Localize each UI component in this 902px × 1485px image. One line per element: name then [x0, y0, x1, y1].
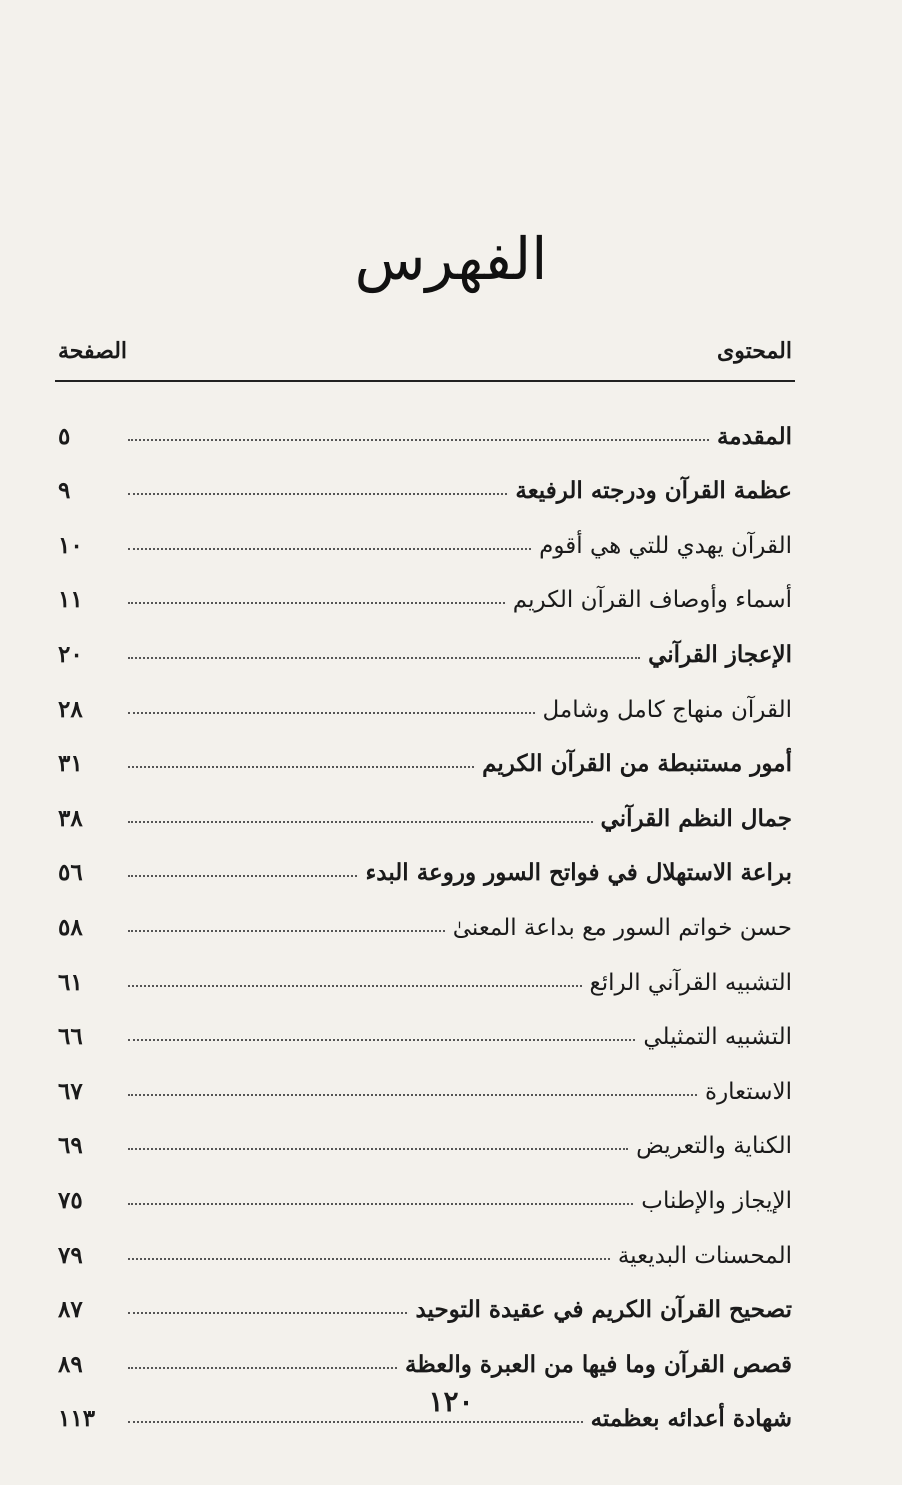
toc-entry-title: الاستعارة: [705, 1078, 792, 1105]
content-column-header: المحتوى: [717, 338, 792, 364]
dot-leader: [128, 1366, 397, 1369]
toc-entry-title: حسن خواتم السور مع بداعة المعنىٰ: [452, 914, 792, 941]
toc-entry: [58, 559, 792, 614]
toc-entry: [58, 832, 792, 887]
toc-entry: [58, 1269, 792, 1324]
dot-leader: [128, 656, 640, 659]
toc-entry-title: براعة الاستهلال في فواتح السور وروعة البدء: [365, 859, 792, 887]
toc-entry-title: عظمة القرآن ودرجته الرفيعة: [515, 477, 792, 505]
dot-leader: [128, 1038, 635, 1041]
toc-entry-title: المحسنات البديعية: [617, 1242, 792, 1269]
toc-entry-title: التشبيه القرآني الرائع: [589, 969, 792, 996]
toc-entry: [58, 1050, 792, 1105]
toc-entry-title: شهادة أعدائه بعظمته: [590, 1405, 792, 1433]
dot-leader: [128, 984, 582, 987]
toc-entry-page: ١٠: [58, 531, 83, 559]
toc-entry: [58, 395, 792, 450]
toc-entry: [58, 1323, 792, 1378]
toc-entry-page: ٩: [58, 477, 71, 505]
toc-entry-page: ١١: [58, 586, 83, 614]
dot-leader: [128, 1311, 407, 1314]
toc-entry-title: أمور مستنبطة من القرآن الكريم: [482, 750, 792, 778]
toc-entry-page: ٧٥: [58, 1186, 83, 1214]
dot-leader: [128, 1202, 633, 1205]
toc-entry: [58, 450, 792, 505]
toc-entry-title: تصحيح القرآن الكريم في عقيدة التوحيد: [415, 1296, 792, 1324]
toc-entry-page: ٣٨: [58, 804, 83, 832]
page-title: الفهرس: [354, 225, 548, 293]
toc-entry: [58, 613, 792, 668]
page-column-header: الصفحة: [58, 338, 128, 364]
toc-entry-page: ٦٧: [58, 1077, 83, 1105]
dot-leader: [128, 547, 531, 550]
toc-entry-title: المقدمة: [716, 422, 792, 450]
toc-entry-page: ٢٨: [58, 695, 83, 723]
toc-header: [58, 338, 792, 368]
dot-leader: [128, 711, 535, 714]
toc-entry-title: الإيجاز والإطناب: [641, 1187, 792, 1214]
toc-entry-page: ٦٦: [58, 1023, 83, 1051]
toc-entry: [58, 668, 792, 723]
toc-entry-page: ٥: [58, 422, 71, 450]
toc-entry-title: الكناية والتعريض: [636, 1133, 792, 1160]
toc-entry-page: ٣١: [58, 750, 83, 778]
toc-entry: [58, 777, 792, 832]
dot-leader: [128, 1257, 610, 1260]
dot-leader: [128, 874, 357, 877]
toc-entry-title: التشبيه التمثيلي: [643, 1024, 792, 1051]
toc-entry-page: ٨٧: [58, 1296, 83, 1324]
header-divider: [55, 380, 795, 382]
toc-entry-title: أسماء وأوصاف القرآن الكريم: [512, 587, 792, 614]
toc-entry: [58, 996, 792, 1051]
dot-leader: [128, 1420, 583, 1423]
toc-entry: [58, 886, 792, 941]
toc-entry: [58, 1105, 792, 1160]
toc-entry-page: ٥٦: [58, 859, 83, 887]
toc-entry-page: ٨٩: [58, 1350, 83, 1378]
toc-entry: [58, 723, 792, 778]
toc-entry-page: ٦١: [58, 968, 83, 996]
dot-leader: [128, 492, 507, 495]
toc-entry-page: ٧٩: [58, 1241, 83, 1269]
toc-entry: [58, 1214, 792, 1269]
dot-leader: [128, 765, 474, 768]
dot-leader: [128, 820, 593, 823]
page-number: ١٢٠: [428, 1385, 474, 1418]
dot-leader: [128, 438, 709, 441]
toc-entry-title: القرآن منهاج كامل وشامل: [542, 696, 792, 723]
dot-leader: [128, 601, 505, 604]
toc-entry: [58, 941, 792, 996]
toc-entry-page: ٢٠: [58, 640, 83, 668]
toc-entry: [58, 1159, 792, 1214]
toc-entry-title: قصص القرآن وما فيها من العبرة والعظة: [405, 1350, 792, 1378]
toc-entry-page: ٥٨: [58, 913, 83, 941]
toc-entry-title: جمال النظم القرآني: [600, 804, 792, 832]
dot-leader: [128, 929, 445, 932]
toc-entry-page: ٦٩: [58, 1132, 83, 1160]
toc-entry-title: القرآن يهدي للتي هي أقوم: [539, 532, 792, 559]
toc-entry-page: ١١٣: [58, 1405, 96, 1433]
dot-leader: [128, 1093, 697, 1096]
toc-entry: [58, 504, 792, 559]
toc-list: [58, 395, 792, 1432]
toc-entry-title: الإعجاز القرآني: [648, 640, 792, 668]
dot-leader: [128, 1147, 628, 1150]
